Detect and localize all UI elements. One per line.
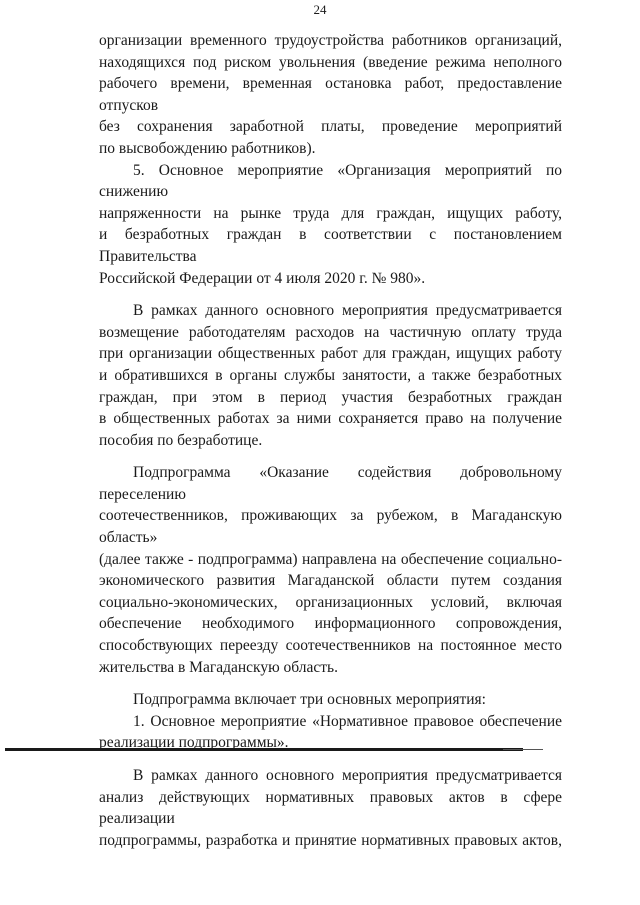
page-bottom-rule: [5, 748, 523, 751]
paragraph-item-5-details: [99, 300, 562, 451]
text-line: Подпрограмма «Оказание содействия добровольному переселению: [99, 464, 562, 503]
text-line: (далее также - подпрограмма) направлена на обеспечение социально-: [99, 550, 562, 568]
text-line: напряженности на рынке труда для граждан, ищущих работу,: [99, 204, 562, 222]
paragraph-subprogram-includes: [99, 689, 562, 711]
page-number: 24: [313, 2, 327, 17]
paragraph-continuation: [99, 30, 562, 160]
text-line: обеспечение необходимого информационного сопровождения,: [99, 615, 562, 633]
text-line: организации временного трудоустройства работников организаций,: [99, 32, 562, 49]
text-line: рабочего времени, временная остановка работ, предоставление отпусков: [99, 75, 562, 114]
text-line: способствующих переезду соотечественников на постоянное место: [99, 637, 562, 655]
text-line: экономического развития Магаданской области путем создания: [99, 572, 562, 590]
text-line: без сохранения заработной платы, проведение мероприятий: [99, 118, 562, 136]
text-line: Подпрограмма включает три основных мероприятия:: [133, 691, 486, 709]
document-body: [99, 30, 562, 851]
text-line: социально-экономических, организационных условий, включая: [99, 593, 562, 611]
text-line: реализации подпрограммы».: [99, 734, 289, 752]
text-line: и безработных граждан в соответствии с постановлением Правительства: [99, 226, 562, 265]
paragraph-item-1-details: [99, 765, 562, 851]
text-line: возмещение работодателям расходов на частичную оплату труда: [99, 323, 562, 341]
paragraph-item-5: [99, 160, 562, 290]
text-line: 1. Основное мероприятие «Нормативное правовое обеспечение: [133, 712, 562, 730]
text-line: В рамках данного основного мероприятия предусматривается: [133, 302, 562, 320]
text-line: соотечественников, проживающих за рубежом, в Магаданскую область»: [99, 507, 562, 547]
text-line: в общественных работах за ними сохраняется право на получение: [99, 410, 562, 428]
text-line: пособия по безработице.: [99, 431, 263, 449]
text-line: В рамках данного основного мероприятия предусматривается: [133, 767, 562, 784]
text-line: жительства в Магаданскую область.: [99, 658, 338, 676]
text-line: при организации общественных работ для граждан, ищущих работу: [99, 345, 562, 363]
text-line: 5. Основное мероприятие «Организация мероприятий по снижению: [99, 161, 562, 201]
text-line: анализ действующих нормативных правовых актов в сфере реализации: [99, 788, 562, 828]
text-line: и обратившихся в органы службы занятости, а также безработных: [99, 366, 562, 384]
paragraph-subprogram: [99, 462, 562, 678]
text-line: по высвобождению работников).: [99, 139, 316, 157]
text-line: Российской Федерации от 4 июля 2020 г. № 980».: [99, 269, 426, 287]
text-line: подпрограммы, разработка и принятие нормативных правовых актов,: [99, 831, 562, 849]
text-line: находящихся под риском увольнения (введение режима неполного: [99, 53, 562, 71]
text-line: граждан, при этом в период участия безработных граждан: [99, 388, 562, 406]
